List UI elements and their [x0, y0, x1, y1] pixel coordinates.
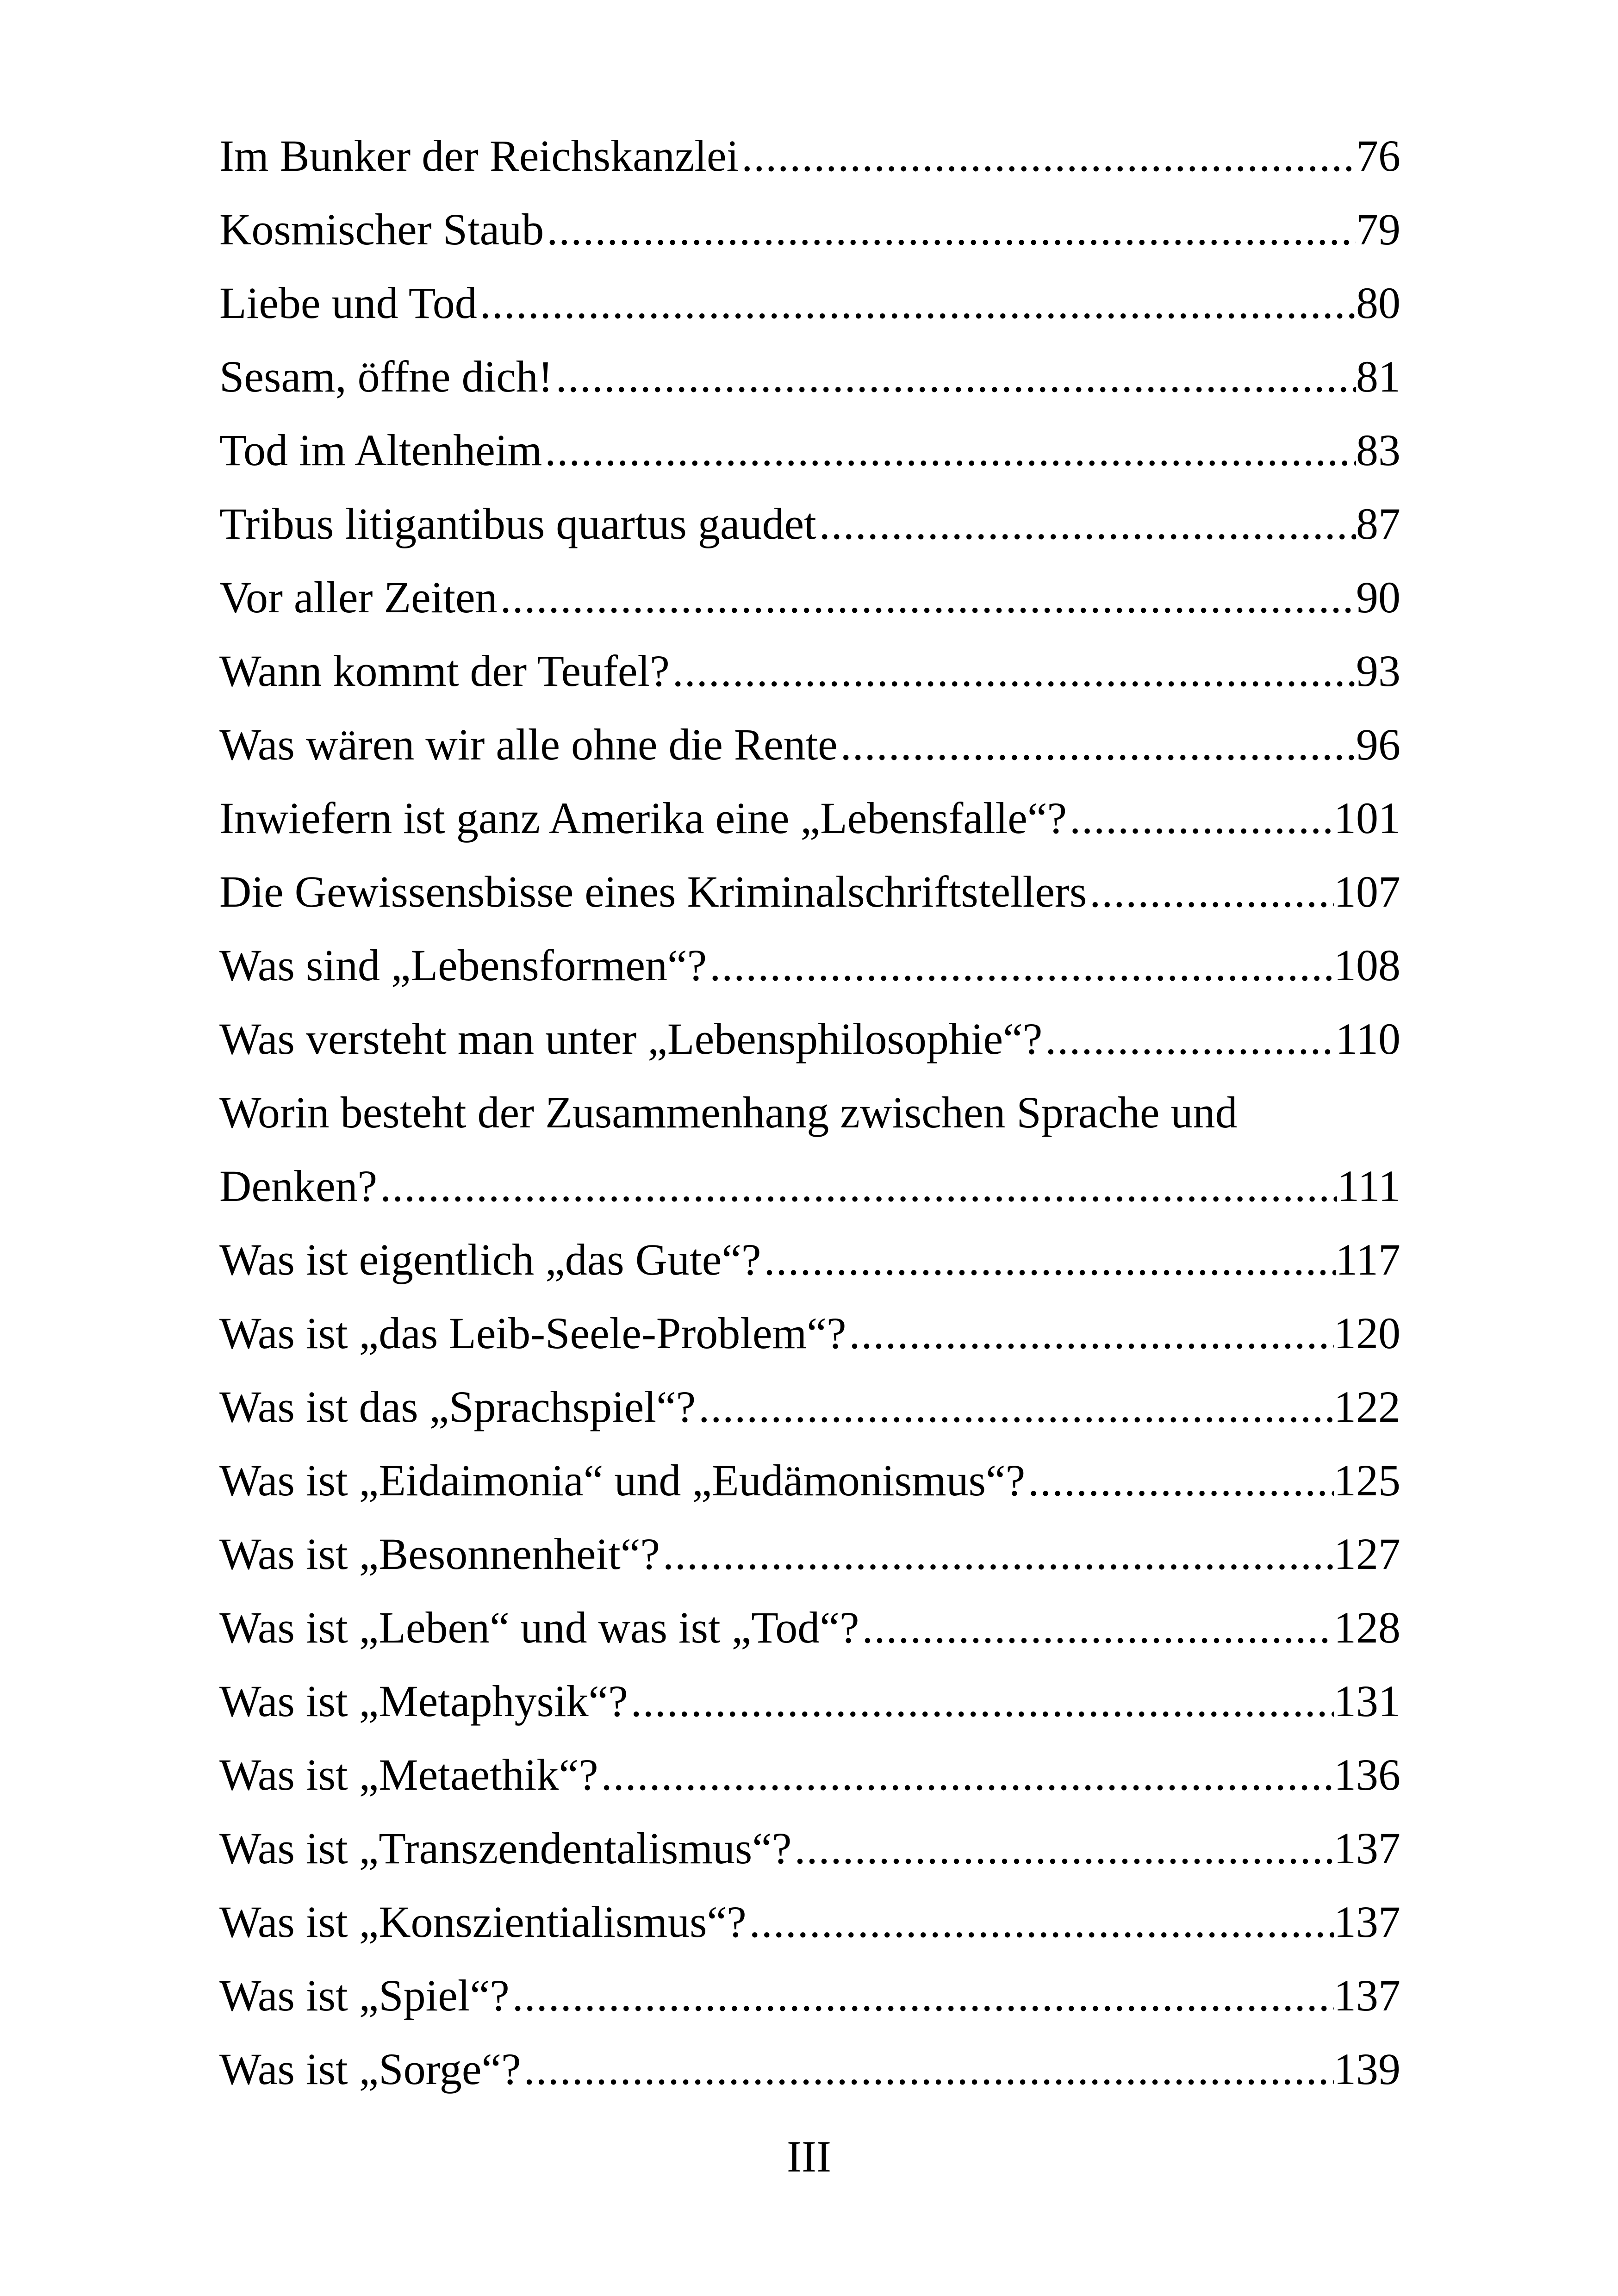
- dot-leader: [707, 928, 1334, 1002]
- dot-leader: [628, 1664, 1334, 1738]
- toc-entry-page: 93: [1356, 646, 1400, 696]
- toc-entry-title: Wann kommt der Teufel?: [219, 646, 670, 696]
- toc-entry[interactable]: [219, 634, 1400, 708]
- toc-entry-page: 111: [1337, 1161, 1400, 1211]
- toc-entry-title: Denken?: [219, 1161, 378, 1211]
- toc-entry-page: 122: [1334, 1382, 1400, 1431]
- toc-entry-page: 120: [1334, 1308, 1400, 1358]
- dot-leader: [510, 1959, 1334, 2032]
- toc-entry-title: Tribus litigantibus quartus gaudet: [219, 499, 816, 548]
- dot-leader: [1042, 1002, 1335, 1076]
- toc-entry[interactable]: [219, 1959, 1400, 2032]
- toc-entry[interactable]: [219, 119, 1400, 193]
- toc-entry-page: 107: [1334, 867, 1400, 916]
- toc-entry[interactable]: [219, 1811, 1400, 1885]
- toc-entry-page: 137: [1334, 1897, 1400, 1947]
- toc-entry[interactable]: [219, 1591, 1400, 1664]
- dot-leader: [846, 1296, 1334, 1370]
- dot-leader: [598, 1738, 1334, 1811]
- toc-entry-title: Was ist „Sorge“?: [219, 2044, 521, 2094]
- dot-leader: [377, 1149, 1337, 1223]
- toc-entry[interactable]: [219, 1664, 1400, 1738]
- toc-entry-title: Was ist „Metaphysik“?: [219, 1676, 628, 1726]
- dot-leader: [761, 1223, 1336, 1296]
- toc-entry-page: 81: [1356, 352, 1400, 401]
- toc-entry-page: 127: [1334, 1529, 1400, 1579]
- dot-leader: [477, 266, 1356, 340]
- toc-entry[interactable]: [219, 1738, 1400, 1811]
- toc-entry[interactable]: [219, 1223, 1400, 1296]
- dot-leader: [660, 1517, 1334, 1591]
- toc-entry-title: Was ist „Spiel“?: [219, 1971, 510, 2020]
- toc-entry[interactable]: [219, 1444, 1400, 1517]
- toc-entry-title: Was ist „Metaethik“?: [219, 1750, 598, 1799]
- toc-entry-title: Tod im Altenheim: [219, 425, 542, 475]
- toc-entry-page: 125: [1334, 1456, 1400, 1505]
- toc-entry-title: Inwiefern ist ganz Amerika eine „Lebensfalle“?: [219, 793, 1067, 843]
- page-number: III: [787, 2132, 831, 2181]
- toc-entry[interactable]: [219, 487, 1400, 560]
- toc-entry-page: 136: [1334, 1750, 1400, 1799]
- dot-leader: [1087, 855, 1334, 928]
- table-of-contents: [219, 119, 1400, 2106]
- dot-leader: [739, 119, 1356, 193]
- dot-leader: [859, 1591, 1334, 1664]
- toc-entry-page: 137: [1334, 1823, 1400, 1873]
- dot-leader: [838, 708, 1356, 781]
- dot-leader: [791, 1811, 1334, 1885]
- toc-entry-page: 83: [1356, 425, 1400, 475]
- dot-leader: [521, 2032, 1334, 2106]
- dot-leader: [816, 487, 1356, 560]
- toc-entry[interactable]: [219, 413, 1400, 487]
- toc-entry-title: Was ist das „Sprachspiel“?: [219, 1382, 696, 1431]
- toc-entry[interactable]: [219, 1517, 1400, 1591]
- toc-entry[interactable]: [219, 928, 1400, 1002]
- toc-entry-title: Liebe und Tod: [219, 278, 477, 328]
- toc-entry-title: Was wären wir alle ohne die Rente: [219, 720, 838, 769]
- toc-entry-title: Was ist „das Leib-Seele-Problem“?: [219, 1308, 846, 1358]
- toc-entry-title: Im Bunker der Reichskanzlei: [219, 131, 739, 180]
- toc-entry[interactable]: [219, 781, 1400, 855]
- toc-entry-page: 79: [1356, 205, 1400, 254]
- toc-entry-page: 110: [1335, 1014, 1400, 1064]
- toc-entry-page: 128: [1334, 1603, 1400, 1652]
- toc-entry[interactable]: [219, 1002, 1400, 1076]
- dot-leader: [553, 340, 1356, 413]
- toc-entry-page: 101: [1334, 793, 1400, 843]
- toc-entry[interactable]: [219, 1076, 1400, 1223]
- toc-entry-title: Was versteht man unter „Lebensphilosophie“?: [219, 1014, 1043, 1064]
- toc-entry-title: Was ist „Konszientialismus“?: [219, 1897, 747, 1947]
- toc-entry-title: Was ist „Besonnenheit“?: [219, 1529, 660, 1579]
- dot-leader: [1067, 781, 1334, 855]
- toc-entry[interactable]: [219, 2032, 1400, 2106]
- toc-entry-title: Vor aller Zeiten: [219, 572, 498, 622]
- toc-entry-title: Was sind „Lebensformen“?: [219, 940, 707, 990]
- toc-entry-title: Was ist „Leben“ und was ist „Tod“?: [219, 1603, 859, 1652]
- dot-leader: [670, 634, 1356, 708]
- toc-entry-page: 139: [1334, 2044, 1400, 2094]
- toc-entry-title: Was ist „Transzendentalismus“?: [219, 1823, 792, 1873]
- toc-entry-title: Sesam, öffne dich!: [219, 352, 553, 401]
- toc-entry[interactable]: [219, 1885, 1400, 1959]
- dot-leader: [747, 1885, 1334, 1959]
- dot-leader: [696, 1370, 1334, 1444]
- toc-entry-page: 90: [1356, 572, 1400, 622]
- toc-entry-page: 76: [1356, 131, 1400, 180]
- toc-entry-page: 96: [1356, 720, 1400, 769]
- toc-entry[interactable]: [219, 266, 1400, 340]
- toc-entry-page: 80: [1356, 278, 1400, 328]
- toc-entry[interactable]: [219, 340, 1400, 413]
- toc-entry-page: 108: [1334, 940, 1400, 990]
- toc-entry-page: 87: [1356, 499, 1400, 548]
- dot-leader: [542, 413, 1356, 487]
- toc-entry-title-line1: Worin besteht der Zusammenhang zwischen Sprache und: [219, 1088, 1238, 1137]
- toc-entry-page: 137: [1334, 1971, 1400, 2020]
- dot-leader: [1025, 1444, 1334, 1517]
- toc-entry-page: 131: [1334, 1676, 1400, 1726]
- toc-entry[interactable]: [219, 1370, 1400, 1444]
- dot-leader: [498, 560, 1356, 634]
- toc-entry-title: Die Gewissensbisse eines Kriminalschriftstellers: [219, 867, 1087, 916]
- dot-leader: [544, 193, 1356, 266]
- toc-entry[interactable]: [219, 855, 1400, 928]
- toc-entry[interactable]: [219, 1296, 1400, 1370]
- toc-entry[interactable]: [219, 708, 1400, 781]
- toc-entry[interactable]: [219, 560, 1400, 634]
- toc-entry-page: 117: [1335, 1235, 1400, 1284]
- toc-entry-title: Kosmischer Staub: [219, 205, 544, 254]
- toc-entry-title: Was ist eigentlich „das Gute“?: [219, 1235, 761, 1284]
- toc-entry[interactable]: [219, 193, 1400, 266]
- toc-entry-title: Was ist „Eidaimonia“ und „Eudämonismus“?: [219, 1456, 1026, 1505]
